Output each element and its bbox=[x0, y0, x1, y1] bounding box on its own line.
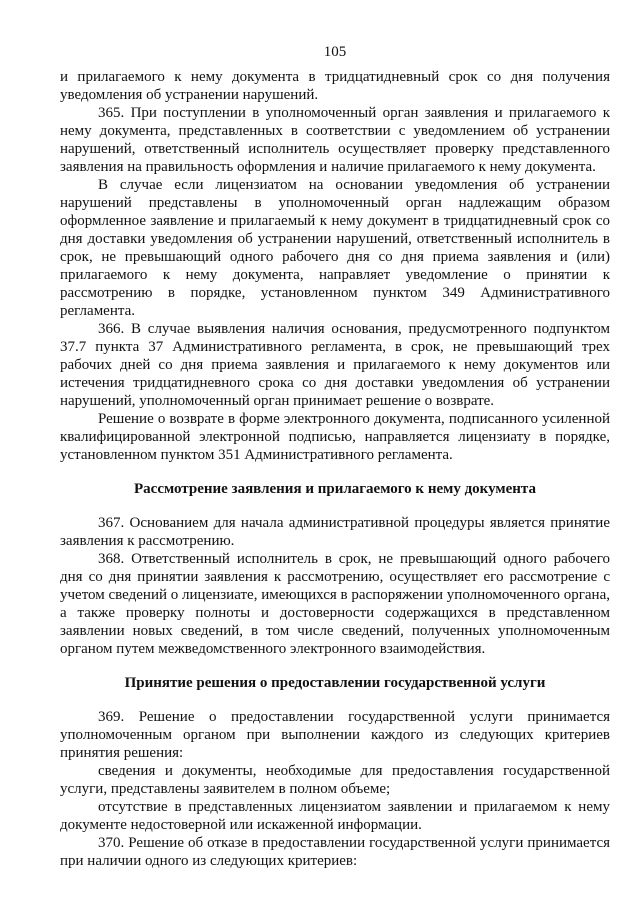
paragraph: 370. Решение об отказе в предоставлении государственной услуги принимается при наличии одного из следующих критериев: bbox=[60, 835, 610, 869]
paragraph: 368. Ответственный исполнитель в срок, не превышающий одного рабочего дня со дня принятии заявления к рассмотрению, осуществляет его рассмотрение с учетом сведений о лицензиате, имеющихся в распоряжении уполномоченного органа, а также проверку полноты и достоверности содержащихся в представленном заявлении новых сведений, в том числе сведений, полученных уполномоченным органом путем межведомственного электронного взаимодействия. bbox=[60, 551, 610, 657]
paragraph: 366. В случае выявления наличия основания, предусмотренного подпунктом 37.7 пункта 37 Административного регламента, в срок, не превышающий трех рабочих дней со дня приема заявления и прилагаемого к нему документов или истечения тридцатидневного срока со дня доставки уведомления об устранении нарушений, уполномоченный орган принимает решение о возврате. bbox=[60, 321, 610, 409]
paragraph-block-1 bbox=[60, 68, 610, 464]
page-number: 105 bbox=[323, 44, 347, 60]
paragraph: сведения и документы, необходимые для предоставления государственной услуги, представлены заявителем в полном объеме; bbox=[60, 763, 610, 797]
paragraph: 365. При поступлении в уполномоченный орган заявления и прилагаемого к нему документа, представленных в соответствии с уведомлением об устранении нарушений, ответственный исполнитель осуществляет проверку представленного заявления на правильность оформления и наличие прилагаемого к нему документа. bbox=[60, 105, 610, 175]
section-heading: Принятие решения о предоставлении государственной услуги bbox=[124, 675, 546, 691]
paragraph: и прилагаемого к нему документа в тридцатидневный срок со дня получения уведомления об устранении нарушений. bbox=[60, 69, 610, 103]
paragraph: 367. Основанием для начала административной процедуры является принятие заявления к рассмотрению. bbox=[60, 515, 610, 549]
paragraph: 369. Решение о предоставлении государственной услуги принимается уполномоченным органом при выполнении каждого из следующих критериев принятия решения: bbox=[60, 709, 610, 761]
paragraph: отсутствие в представленных лицензиатом заявлении и прилагаемом к нему документе недостоверной или искаженной информации. bbox=[60, 799, 610, 833]
paragraph: В случае если лицензиатом на основании уведомления об устранении нарушений представлены в уполномоченный орган надлежащим образом оформленное заявление и прилагаемый к нему документ в тридцатидневный срок со дня доставки уведомления об устранении нарушений, ответственный исполнитель в срок, не превышающий одного рабочего дня со дня приема заявления и (или) прилагаемого к нему документа, направляет уведомление о принятии к рассмотрению в порядке, установленном пунктом 349 Административного регламента. bbox=[60, 177, 610, 319]
paragraph: Решение о возврате в форме электронного документа, подписанного усиленной квалифицированной электронной подписью, направляется лицензиату в порядке, установленном пунктом 351 Административного регламента. bbox=[60, 411, 610, 463]
paragraph-block-3 bbox=[60, 708, 610, 870]
section-heading: Рассмотрение заявления и прилагаемого к нему документа bbox=[134, 481, 536, 497]
paragraph-block-2 bbox=[60, 514, 610, 658]
